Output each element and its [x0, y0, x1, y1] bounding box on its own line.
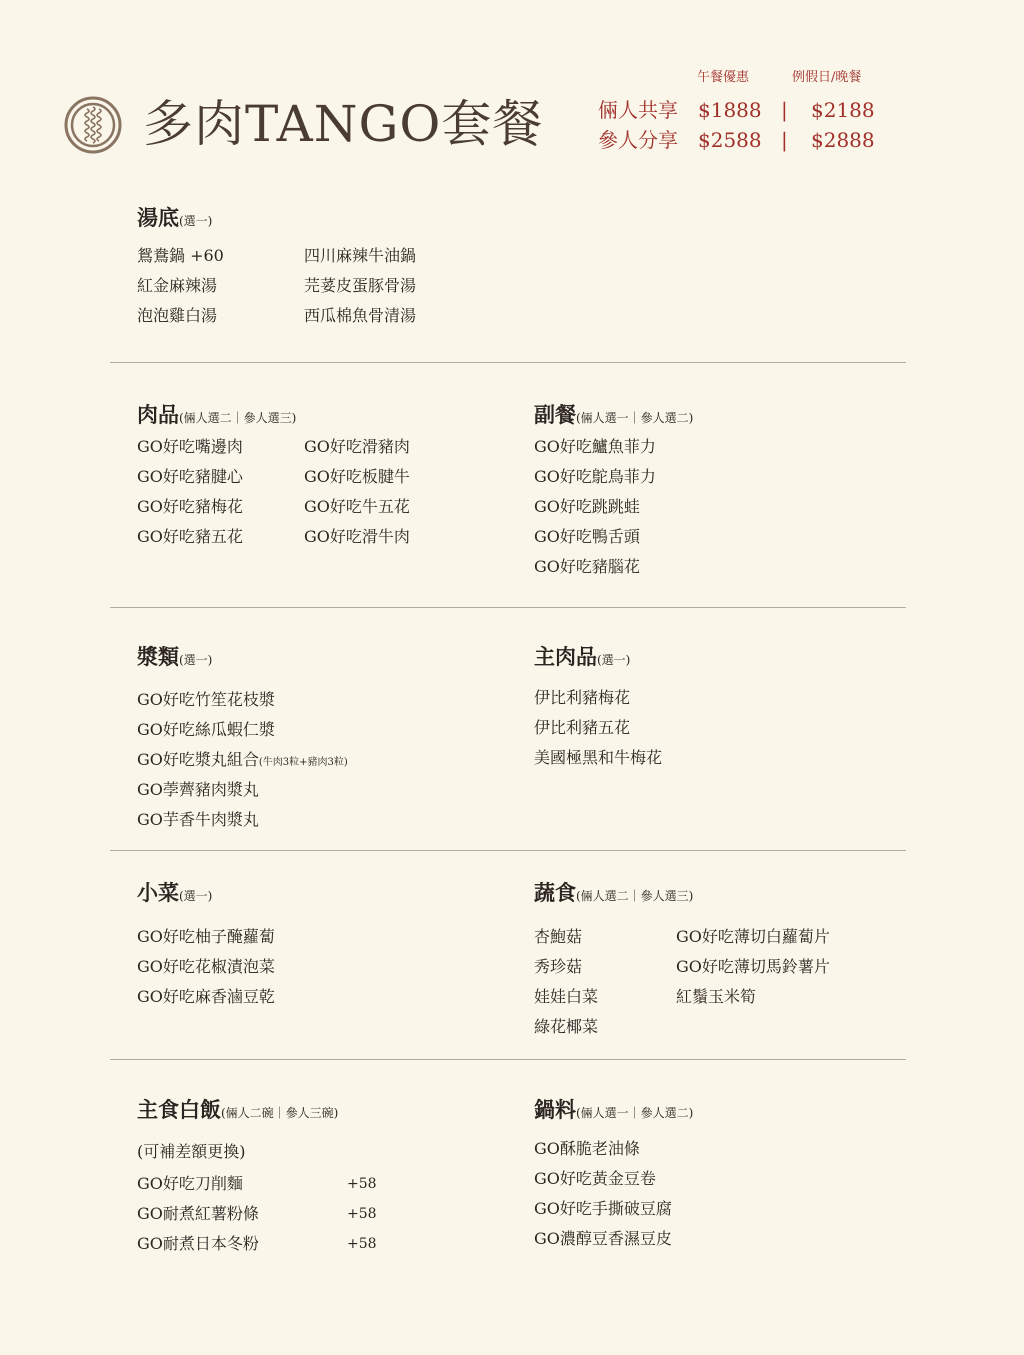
menu-item-price: +58: [347, 1176, 377, 1192]
section-title-staple: 主食白飯(倆人二碗｜參人三碗): [137, 1097, 339, 1122]
menu-item: GO好吃鴨舌頭: [534, 527, 640, 546]
menu-item: GO好吃牛五花: [304, 497, 410, 516]
menu-item: GO耐煮紅薯粉條: [137, 1204, 259, 1223]
section-title-appetizer: 小菜(選一): [137, 880, 213, 905]
price-header-lunch: 午餐優惠: [697, 70, 750, 85]
price-header-dinner: 例假日/晚餐: [792, 70, 862, 85]
section-title-side: 副餐(倆人選一｜參人選二): [534, 402, 694, 427]
menu-item: GO好吃鴕鳥菲力: [534, 467, 656, 486]
section-title-hotpot: 鍋料(倆人選一｜參人選二): [534, 1097, 694, 1122]
brand-logo-icon: [63, 95, 123, 155]
price-label: 倆人共享: [598, 98, 678, 122]
menu-item: 芫荽皮蛋豚骨湯: [304, 276, 417, 295]
price-dinner: $2188: [811, 98, 875, 122]
menu-item: GO好吃豬梅花: [137, 497, 243, 516]
menu-item: 泡泡雞白湯: [137, 306, 218, 325]
menu-item: GO好吃豬腦花: [534, 557, 640, 576]
menu-item: GO好吃薄切馬鈴薯片: [676, 957, 830, 976]
menu-item: GO耐煮日本冬粉: [137, 1234, 259, 1253]
menu-item-price: +58: [347, 1236, 377, 1252]
menu-item: GO荸薺豬肉漿丸: [137, 780, 259, 799]
section-title-veg: 蔬食(倆人選二｜參人選三): [534, 880, 694, 905]
section-divider: [110, 362, 906, 363]
menu-item: GO好吃薄切白蘿蔔片: [676, 927, 830, 946]
price-row-two: [598, 96, 888, 124]
menu-item: 紅金麻辣湯: [137, 276, 218, 295]
section-title-soup: 湯底(選一): [137, 205, 213, 230]
menu-item: 鴛鴦鍋 +60: [137, 246, 224, 265]
menu-item: 伊比利豬五花: [534, 718, 631, 737]
menu-item: GO好吃柚子醃蘿蔔: [137, 927, 275, 946]
menu-item: 伊比利豬梅花: [534, 688, 631, 707]
menu-item: GO好吃跳跳蛙: [534, 497, 640, 516]
section-title-meat: 肉品(倆人選二｜參人選三): [137, 402, 297, 427]
menu-item: GO好吃手撕破豆腐: [534, 1199, 672, 1218]
price-lunch: $1888: [698, 98, 762, 122]
price-separator: |: [781, 128, 788, 152]
menu-item: 娃娃白菜: [534, 987, 599, 1006]
menu-item: GO好吃板腱牛: [304, 467, 410, 486]
menu-item: GO好吃黃金豆卷: [534, 1169, 656, 1188]
price-separator: |: [781, 98, 788, 122]
menu-item: 紅鬚玉米筍: [676, 987, 757, 1006]
menu-item: GO酥脆老油條: [534, 1139, 640, 1158]
menu-item: GO好吃花椒漬泡菜: [137, 957, 275, 976]
menu-item: GO好吃嘴邊肉: [137, 437, 243, 456]
menu-item: GO好吃豬五花: [137, 527, 243, 546]
section-divider: [110, 1059, 906, 1060]
section-title-paste: 漿類(選一): [137, 644, 213, 669]
price-lunch: $2588: [698, 128, 762, 152]
menu-item: GO好吃豬腱心: [137, 467, 243, 486]
section-divider: [110, 607, 906, 608]
menu-item: GO好吃滑牛肉: [304, 527, 410, 546]
menu-item: GO好吃刀削麵: [137, 1174, 243, 1193]
menu-item-price: +58: [347, 1206, 377, 1222]
section-divider: [110, 850, 906, 851]
menu-item: 綠花椰菜: [534, 1017, 599, 1036]
price-dinner: $2888: [811, 128, 875, 152]
menu-item: GO好吃絲瓜蝦仁漿: [137, 720, 275, 739]
menu-item: GO好吃竹笙花枝漿: [137, 690, 275, 709]
menu-item: GO好吃漿丸組合(牛肉3粒+豬肉3粒): [137, 750, 348, 769]
menu-item: 美國極黑和牛梅花: [534, 748, 663, 767]
menu-item: GO芋香牛肉漿丸: [137, 810, 259, 829]
menu-item: GO濃醇豆香濕豆皮: [534, 1229, 672, 1248]
menu-item: 秀珍菇: [534, 957, 583, 976]
menu-item: 西瓜棉魚骨清湯: [304, 306, 417, 325]
price-label: 參人分享: [598, 128, 678, 152]
section-title-main-meat: 主肉品(選一): [534, 644, 631, 669]
menu-item: GO好吃滑豬肉: [304, 437, 410, 456]
price-row-three: [598, 126, 888, 154]
menu-item: 四川麻辣牛油鍋: [304, 246, 417, 265]
menu-subnote: (可補差額更換): [137, 1142, 246, 1161]
menu-item: GO好吃麻香滷豆乾: [137, 987, 275, 1006]
menu-item: 杏鮑菇: [534, 927, 583, 946]
menu-item: GO好吃鱸魚菲力: [534, 437, 656, 456]
page-title: 多肉TANGO套餐: [143, 95, 544, 153]
